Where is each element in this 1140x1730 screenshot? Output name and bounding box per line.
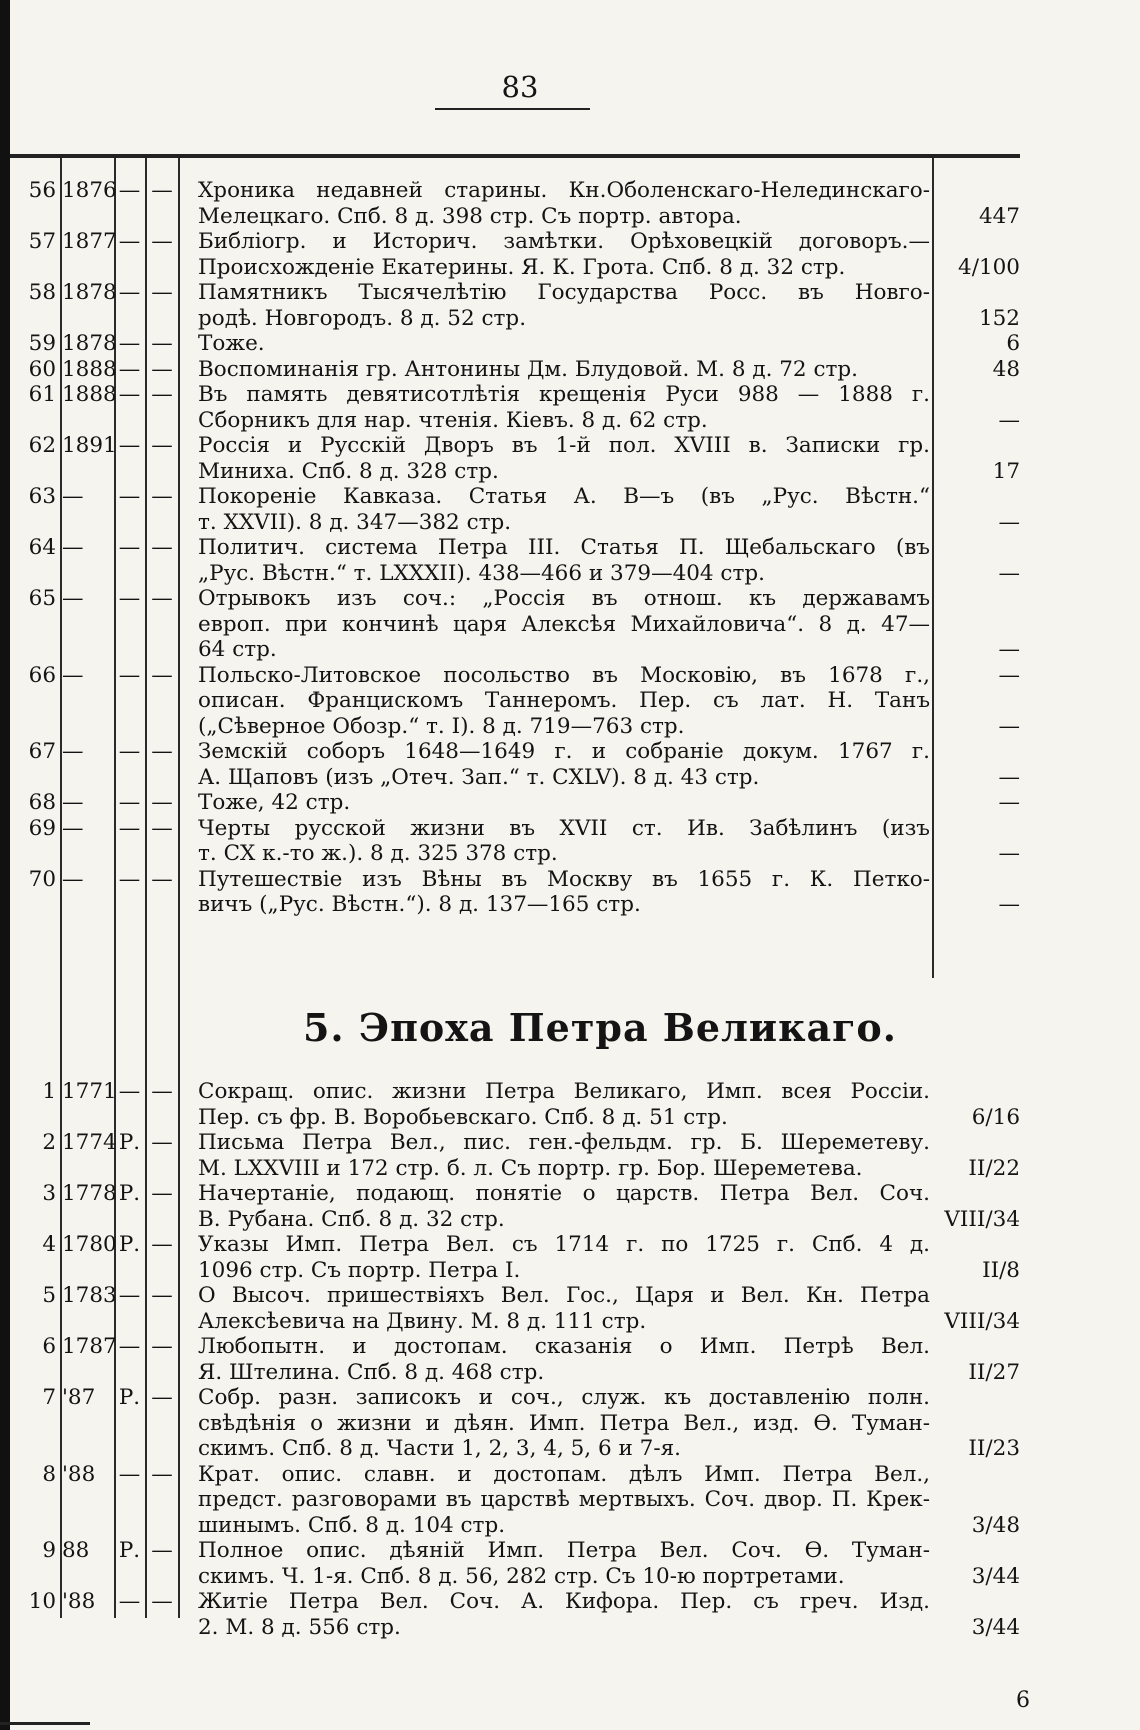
entry-text [198, 229, 930, 280]
entry-price-line: — [998, 764, 1020, 790]
entry-text-line: Въ память девятисотлѣтія крещенія Руси 988 — 1888 г. [198, 382, 930, 407]
entry-price-line: 3/48 [971, 1512, 1020, 1538]
entry-year: '88 [62, 1461, 96, 1487]
entry-text [198, 1538, 930, 1589]
entry-mark: — [118, 382, 141, 407]
entry-text-line: Миниха. Спб. 8 д. 328 стр. [198, 458, 499, 484]
entry-price-line: — [998, 713, 1020, 739]
entry-price [938, 331, 1020, 357]
entry-text [198, 1462, 930, 1539]
entry-row [0, 739, 1140, 790]
entry-year: 1783 [62, 1283, 117, 1308]
entry-price-line [938, 1181, 1020, 1207]
entry-number: 6 [42, 1334, 56, 1359]
entry-number: 66 [28, 662, 56, 688]
entry-text-line: 64 стр. [198, 637, 277, 662]
entry-text-line: Алексѣевича на Двину. М. 8 д. 111 стр. [198, 1308, 647, 1334]
entry-mark: — [118, 280, 141, 305]
entry-price-line: 48 [992, 356, 1020, 382]
entry-text-line: Библіогр. и Историч. замѣтки. Орѣховецкій договоръ.— [198, 229, 930, 254]
entry-mark: — [151, 662, 173, 688]
entry-price [938, 1462, 1020, 1539]
entry-text [198, 357, 930, 383]
entry-row [0, 535, 1140, 586]
footer-rule [0, 1722, 90, 1725]
entry-row [0, 1462, 1140, 1539]
entry-price [938, 790, 1020, 816]
entry-mark: — [151, 1461, 173, 1487]
entry-number: 61 [28, 382, 56, 407]
entry-text [198, 1232, 930, 1283]
entry-number: 1 [42, 1079, 56, 1104]
entry-text-line: („Сѣверное Обозр.“ т. I). 8 д. 719—763 стр. [198, 713, 685, 739]
entry-mark: — [151, 1079, 173, 1104]
entry-text [198, 1589, 930, 1640]
entry-text-line: А. Щаповъ (изъ „Отеч. Зап.“ т. CXLV). 8 д. 43 стр. [198, 764, 760, 790]
entry-text-line: предст. разговорами въ царствѣ мертвыхъ. Соч. двор. П. Крек- [198, 1487, 930, 1512]
entry-number: 65 [28, 586, 56, 611]
entry-price-line [938, 1079, 1020, 1105]
entry-price-line [938, 1411, 1020, 1437]
entry-row [0, 1385, 1140, 1462]
entry-mark: — [151, 1181, 173, 1206]
entry-number: 5 [42, 1283, 56, 1308]
entry-mark: — [118, 484, 141, 509]
entry-year: — [62, 484, 84, 509]
entry-price-line: — [998, 560, 1020, 586]
entry-row [0, 484, 1140, 535]
entry-text [198, 739, 930, 790]
entry-price-line: — [998, 892, 1020, 917]
entry-mark: — [151, 1538, 173, 1563]
entry-text [198, 280, 930, 331]
entry-text-line: Россія и Русскій Дворъ въ 1-й пол. XVIII в. Записки гр. [198, 433, 930, 458]
entry-number: 3 [42, 1181, 56, 1206]
entry-price [938, 1283, 1020, 1334]
entry-price [938, 280, 1020, 331]
entry-number: 9 [42, 1538, 56, 1563]
entry-price-line [938, 1462, 1020, 1488]
entry-mark: — [118, 815, 141, 841]
entry-year: 1878 [62, 280, 117, 305]
entry-year: 1787 [62, 1334, 117, 1359]
entry-mark: — [151, 790, 173, 815]
entry-mark: — [118, 790, 141, 815]
entry-mark: — [151, 1130, 173, 1155]
entry-price [938, 433, 1020, 484]
entry-price-line: 17 [992, 458, 1020, 484]
entry-text [198, 663, 930, 740]
entry-year: — [62, 866, 84, 892]
entry-text-line: Тоже. [198, 331, 265, 356]
entry-text-line: шинымъ. Спб. 8 д. 104 стр. [198, 1512, 506, 1538]
entry-price-line: II/23 [968, 1436, 1020, 1461]
entry-price-line [938, 688, 1020, 714]
entry-text [198, 1130, 930, 1181]
entry-price [938, 1589, 1020, 1640]
entry-price [938, 382, 1020, 433]
entry-number: 10 [28, 1589, 56, 1614]
entry-mark: — [118, 229, 141, 254]
entry-year: 1771 [62, 1079, 117, 1104]
entry-row [0, 1130, 1140, 1181]
entry-row [0, 663, 1140, 740]
entry-text-line: Отрывокъ изъ соч.: „Россія въ отнош. къ державамъ [198, 586, 930, 611]
entry-price [938, 1538, 1020, 1589]
entry-text-line: Пер. съ фр. В. Воробьевскаго. Спб. 8 д. 51 стр. [198, 1104, 728, 1130]
entry-row [0, 790, 1140, 816]
entry-mark: — [151, 433, 173, 458]
entry-mark: Р. [118, 1232, 141, 1257]
entry-text-line: Черты русской жизни въ XVII ст. Ив. Забѣлинъ (изъ [198, 815, 930, 841]
entry-text-line: вичъ („Рус. Вѣстн.“). 8 д. 137—165 стр. [198, 892, 641, 917]
entry-text-line: описан. Францискомъ Таннеромъ. Пер. съ лат. Н. Танъ [198, 688, 930, 713]
entry-mark: — [151, 382, 173, 407]
entry-year: — [62, 535, 84, 560]
entry-mark: — [118, 433, 141, 458]
entry-text [198, 1283, 930, 1334]
entry-text [198, 867, 930, 918]
entry-text-line: Сокращ. опис. жизни Петра Великаго, Имп. всея Россіи. [198, 1079, 930, 1104]
entry-number: 64 [28, 535, 56, 560]
entry-row [0, 433, 1140, 484]
entry-price-line [938, 229, 1020, 255]
entry-text-line: 1096 стр. Съ портр. Петра I. [198, 1257, 521, 1283]
entry-text-line: т. CX к.-то ж.). 8 д. 325 378 стр. [198, 841, 558, 866]
entry-mark: — [118, 356, 141, 382]
entry-price [938, 1181, 1020, 1232]
top-rule [10, 154, 1020, 158]
entry-number: 63 [28, 484, 56, 509]
entry-text-line: Польско-Литовское посольство въ Московію, въ 1678 г., [198, 662, 930, 688]
entry-mark: — [118, 866, 141, 892]
entry-mark: — [151, 535, 173, 560]
entry-price-line [938, 816, 1020, 842]
entry-price-line: — [998, 407, 1020, 433]
entry-text-line: Происхожденіе Екатерины. Я. К. Грота. Спб. 8 д. 32 стр. [198, 254, 846, 280]
entry-text-line: Хроника недавней старины. Кн.Оболенскаго-Нелединскаго- [198, 178, 930, 203]
entry-year: 1780 [62, 1232, 117, 1257]
entry-mark: Р. [118, 1538, 141, 1563]
entry-price [938, 1232, 1020, 1283]
entry-year: — [62, 739, 84, 764]
entry-mark: — [151, 178, 173, 203]
entry-year: — [62, 662, 84, 688]
entry-text-line: Воспоминанія гр. Антонины Дм. Блудовой. М. 8 д. 72 стр. [198, 356, 858, 382]
entry-text-line: европ. при кончинѣ царя Алексѣя Михайловича“. 8 д. 47— [198, 611, 930, 637]
entry-row [0, 816, 1140, 867]
entry-mark: — [151, 1334, 173, 1359]
entry-text-line: скимъ. Спб. 8 д. Части 1, 2, 3, 4, 5, 6 и 7-я. [198, 1436, 681, 1461]
entry-year: — [62, 790, 84, 815]
entry-mark: — [118, 1334, 141, 1359]
entry-text [198, 484, 930, 535]
entry-text [198, 178, 930, 229]
entry-text-line: О Высоч. пришествіяхъ Вел. Гос., Царя и Вел. Кн. Петра [198, 1283, 930, 1308]
entry-mark: — [151, 1385, 173, 1410]
entry-number: 62 [28, 433, 56, 458]
entry-price-line: 3/44 [971, 1614, 1020, 1640]
entry-price-line: — [998, 662, 1020, 688]
entry-year: — [62, 586, 84, 611]
entry-text-line: Я. Штелина. Спб. 8 д. 468 стр. [198, 1359, 545, 1385]
entry-price [938, 816, 1020, 867]
entry-row [0, 1232, 1140, 1283]
entry-mark: — [151, 1232, 173, 1257]
entry-price-line [938, 280, 1020, 306]
entry-price-line [938, 1232, 1020, 1258]
entry-mark: — [118, 178, 141, 203]
entry-row [0, 331, 1140, 357]
entry-price-line [938, 867, 1020, 893]
page-number: 83 [501, 70, 539, 104]
entry-text-line: Земскій соборъ 1648—1649 г. и собраніе докум. 1767 г. [198, 739, 930, 764]
entry-row [0, 1283, 1140, 1334]
entry-price-line: 3/44 [971, 1563, 1020, 1589]
entry-text [198, 331, 930, 357]
entry-year: 1774 [62, 1130, 117, 1155]
entry-text [198, 1385, 930, 1462]
entry-text-line: Политич. система Петра III. Статья П. Щебальскаго (въ [198, 535, 930, 560]
entry-text [198, 535, 930, 586]
entry-year: 1888 [62, 382, 117, 407]
entry-number: 8 [42, 1461, 56, 1487]
entry-price-line [938, 433, 1020, 459]
entry-price [938, 1130, 1020, 1181]
entry-price-line [938, 1130, 1020, 1156]
entry-mark: — [151, 586, 173, 611]
entry-year: 1877 [62, 229, 117, 254]
entry-year: 1876 [62, 178, 117, 203]
entry-mark: — [118, 535, 141, 560]
entry-price-line [938, 178, 1020, 204]
entry-price-line [938, 1589, 1020, 1615]
entry-price [938, 178, 1020, 229]
entry-row [0, 586, 1140, 663]
entry-text-line: Мелецкаго. Спб. 8 д. 398 стр. Съ портр. автора. [198, 203, 742, 229]
entry-price [938, 229, 1020, 280]
entry-price [938, 535, 1020, 586]
entry-number: 4 [42, 1232, 56, 1257]
entry-price-line: VIII/34 [944, 1308, 1020, 1334]
entry-row [0, 867, 1140, 918]
entry-text [198, 586, 930, 663]
entry-price [938, 586, 1020, 663]
entry-number: 67 [28, 739, 56, 764]
entry-price-line [938, 382, 1020, 408]
entry-price-line: 6 [1006, 331, 1020, 356]
entry-price-line: — [998, 509, 1020, 535]
entry-price-line: VIII/34 [944, 1206, 1020, 1232]
entry-number: 2 [42, 1130, 56, 1155]
entry-mark: — [151, 331, 173, 356]
entry-price-line: II/22 [968, 1155, 1020, 1181]
entry-price [938, 1079, 1020, 1130]
entry-text-line: Начертаніе, подающ. понятіе о царств. Петра Вел. Соч. [198, 1181, 930, 1206]
entry-text-line: родѣ. Новгородъ. 8 д. 52 стр. [198, 305, 527, 331]
entry-row [0, 280, 1140, 331]
entry-mark: — [118, 1283, 141, 1308]
entry-year: 88 [62, 1538, 90, 1563]
page-number-rule [435, 108, 590, 110]
entry-price-line [938, 586, 1020, 612]
entry-price-line: 6/16 [971, 1104, 1020, 1130]
entry-price-line: — [998, 841, 1020, 866]
entry-mark: — [118, 662, 141, 688]
entry-row [0, 229, 1140, 280]
entry-number: 58 [28, 280, 56, 305]
entry-row [0, 178, 1140, 229]
entry-row [0, 382, 1140, 433]
entry-mark: — [118, 1461, 141, 1487]
entry-text-line: свѣдѣнія о жизни и дѣян. Имп. Петра Вел., изд. Ѳ. Туман- [198, 1410, 930, 1436]
entry-text-line: Собр. разн. записокъ и соч., служ. къ доставленію полн. [198, 1385, 930, 1410]
entry-number: 68 [28, 790, 56, 815]
entry-text-line: Указы Имп. Петра Вел. съ 1714 г. по 1725 г. Спб. 4 д. [198, 1232, 930, 1257]
entry-text-line: 2. М. 8 д. 556 стр. [198, 1614, 401, 1640]
entry-price-line [938, 1385, 1020, 1411]
entry-mark: — [151, 739, 173, 764]
entry-price-line: 152 [978, 305, 1020, 331]
entry-year: 1888 [62, 356, 117, 382]
entry-mark: — [151, 484, 173, 509]
entry-text-line: Письма Петра Вел., пис. ген.-фельдм. гр. Б. Шереметеву. [198, 1130, 930, 1155]
entry-text-line: Житіе Петра Вел. Соч. А. Кифора. Пер. съ греч. Изд. [198, 1589, 930, 1614]
entry-text-line: „Рус. Вѣстн.“ т. LXXXII). 438—466 и 379—404 стр. [198, 560, 765, 586]
entry-price [938, 1334, 1020, 1385]
entry-mark: — [118, 586, 141, 611]
entry-number: 57 [28, 229, 56, 254]
entry-price-line: II/27 [968, 1359, 1020, 1385]
entry-number: 69 [28, 815, 56, 841]
entry-text-line: Полное опис. дѣяній Имп. Петра Вел. Соч. Ѳ. Туман- [198, 1538, 930, 1563]
entry-price [938, 739, 1020, 790]
entry-text-line: т. XXVII). 8 д. 347—382 стр. [198, 509, 512, 535]
entry-mark: — [151, 229, 173, 254]
entry-year: '87 [62, 1385, 96, 1410]
entry-mark: — [151, 866, 173, 892]
entry-row [0, 1589, 1140, 1640]
entry-text-line: скимъ. Ч. 1-я. Спб. 8 д. 56, 282 стр. Съ 10-ю портретами. [198, 1563, 845, 1589]
entry-text [198, 790, 930, 816]
entry-mark: — [118, 1079, 141, 1104]
entry-row [0, 1079, 1140, 1130]
entry-price-line [938, 1334, 1020, 1360]
entry-mark: — [118, 1589, 141, 1614]
entry-year: — [62, 815, 84, 841]
entry-number: 70 [28, 866, 56, 892]
entry-text-line: М. LXXVIII и 172 стр. б. л. Съ портр. гр. Бор. Шереметева. [198, 1155, 863, 1181]
entry-mark: — [151, 280, 173, 305]
signature-number: 6 [1016, 1688, 1030, 1713]
entry-mark: — [151, 356, 173, 382]
entry-price-line: — [998, 790, 1020, 815]
entry-price [938, 1385, 1020, 1462]
entry-text-line: Тоже, 42 стр. [198, 790, 351, 815]
entry-price-line: II/8 [982, 1257, 1020, 1283]
entry-number: 56 [28, 178, 56, 203]
entry-row [0, 357, 1140, 383]
entry-year: 1878 [62, 331, 117, 356]
entry-row [0, 1334, 1140, 1385]
entry-price-line: 4/100 [958, 254, 1020, 280]
entry-text [198, 1079, 930, 1130]
entry-price [938, 867, 1020, 918]
entry-text-line: Памятникъ Тысячелѣтію Государства Росс. въ Новго- [198, 280, 930, 305]
entry-text [198, 1334, 930, 1385]
entry-text-line: Сборникъ для нар. чтенія. Кіевъ. 8 д. 62 стр. [198, 407, 708, 433]
entry-mark: — [151, 815, 173, 841]
entry-number: 7 [42, 1385, 56, 1410]
entry-mark: — [151, 1589, 173, 1614]
entry-price [938, 663, 1020, 740]
entry-text [198, 816, 930, 867]
entry-text [198, 433, 930, 484]
entry-mark: Р. [118, 1385, 141, 1410]
section-title: 5. Эпоха Петра Великаго. [302, 1005, 898, 1050]
entry-text-line: Любопытн. и достопам. сказанія о Имп. Петрѣ Вел. [198, 1334, 930, 1359]
entry-number: 59 [28, 331, 56, 356]
entry-price-line [938, 739, 1020, 765]
entry-row [0, 1538, 1140, 1589]
entry-text-line: Путешествіе изъ Вѣны въ Москву въ 1655 г. К. Петко- [198, 866, 930, 892]
entry-mark: — [118, 331, 141, 356]
entry-year: 1891 [62, 433, 117, 458]
entry-price-line [938, 1283, 1020, 1309]
entry-price-line: 447 [978, 203, 1020, 229]
entry-price-line [938, 535, 1020, 561]
entry-text [198, 382, 930, 433]
entry-price-line [938, 484, 1020, 510]
entry-mark: Р. [118, 1181, 141, 1206]
entry-price-line: — [998, 637, 1020, 662]
entry-text-line: В. Рубана. Спб. 8 д. 32 стр. [198, 1206, 505, 1232]
entry-text [198, 1181, 930, 1232]
entry-price-line [938, 1487, 1020, 1513]
entry-price-line [938, 612, 1020, 638]
entry-mark: — [151, 1283, 173, 1308]
entry-mark: Р. [118, 1130, 141, 1155]
entry-text-line: Крат. опис. славн. и достопам. дѣлъ Имп. Петра Вел., [198, 1461, 930, 1487]
entry-mark: — [118, 739, 141, 764]
entry-year: '88 [62, 1589, 96, 1614]
entry-year: 1778 [62, 1181, 117, 1206]
entry-row [0, 1181, 1140, 1232]
entry-price-line [938, 1538, 1020, 1564]
entry-price [938, 484, 1020, 535]
entry-number: 60 [28, 356, 56, 382]
entry-price [938, 357, 1020, 383]
entry-text-line: Покореніе Кавказа. Статья А. В—ъ (въ „Рус. Вѣстн.“ [198, 484, 930, 509]
